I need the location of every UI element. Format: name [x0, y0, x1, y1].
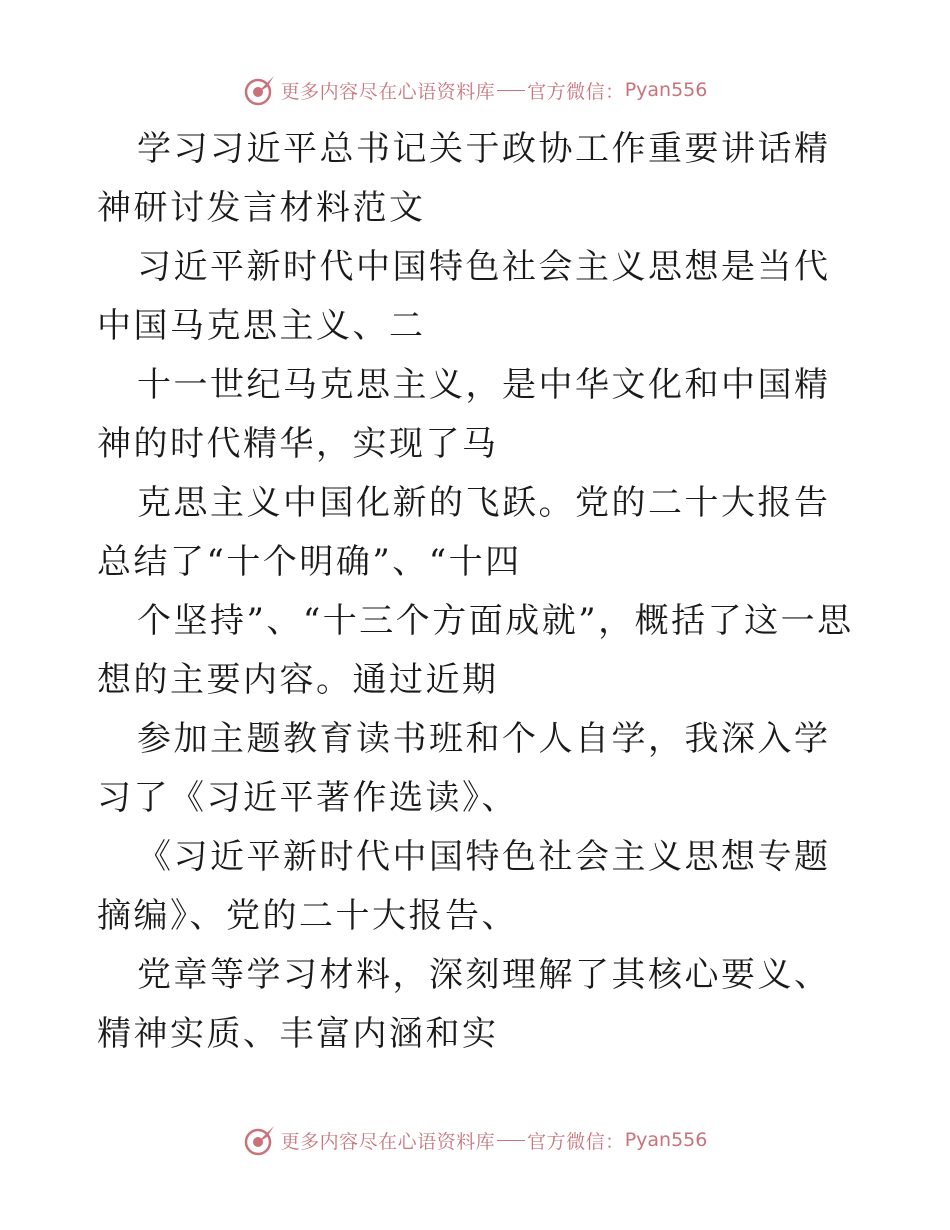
paragraph: 习近平新时代中国特色社会主义思想是当代中国马克思主义、二: [97, 247, 831, 346]
footer-watermark: [0, 1120, 950, 1160]
paragraph: 十一世纪马克思主义，是中华文化和中国精神的时代精华，实现了马: [97, 365, 831, 464]
document-body: [97, 120, 857, 1064]
paragraph: 参加主题教育读书班和个人自学，我深入学习了《习近平著作选读》、: [97, 719, 831, 818]
paragraph: 克思主义中国化新的飞跃。党的二十大报告总结了“十个明确”、“十四: [97, 483, 831, 582]
watermark-site-text: 更多内容尽在心语资料库: [280, 1130, 496, 1153]
watermark-contact-id: Pyan556: [624, 79, 708, 101]
watermark-contact-id: Pyan556: [624, 1129, 708, 1151]
watermark-site-text: 更多内容尽在心语资料库: [280, 80, 496, 103]
quill-logo-icon: [243, 1123, 277, 1157]
watermark-contact-label: 官方微信：: [527, 1130, 625, 1153]
document-title: 学习习近平总书记关于政协工作重要讲话精神研讨发言材料范文: [97, 129, 831, 228]
paragraph: 《习近平新时代中国特色社会主义思想专题摘编》、党的二十大报告、: [97, 837, 831, 936]
paragraph: 个坚持”、“十三个方面成就”，概括了这一思想的主要内容。通过近期: [97, 601, 854, 700]
watermark-dash: [497, 90, 525, 91]
watermark-contact-label: 官方微信：: [527, 80, 625, 103]
header-watermark: [0, 70, 950, 110]
quill-logo-icon: [243, 73, 277, 107]
paragraph: 党章等学习材料，深刻理解了其核心要义、精神实质、丰富内涵和实: [97, 955, 831, 1054]
watermark-dash: [497, 1140, 525, 1141]
